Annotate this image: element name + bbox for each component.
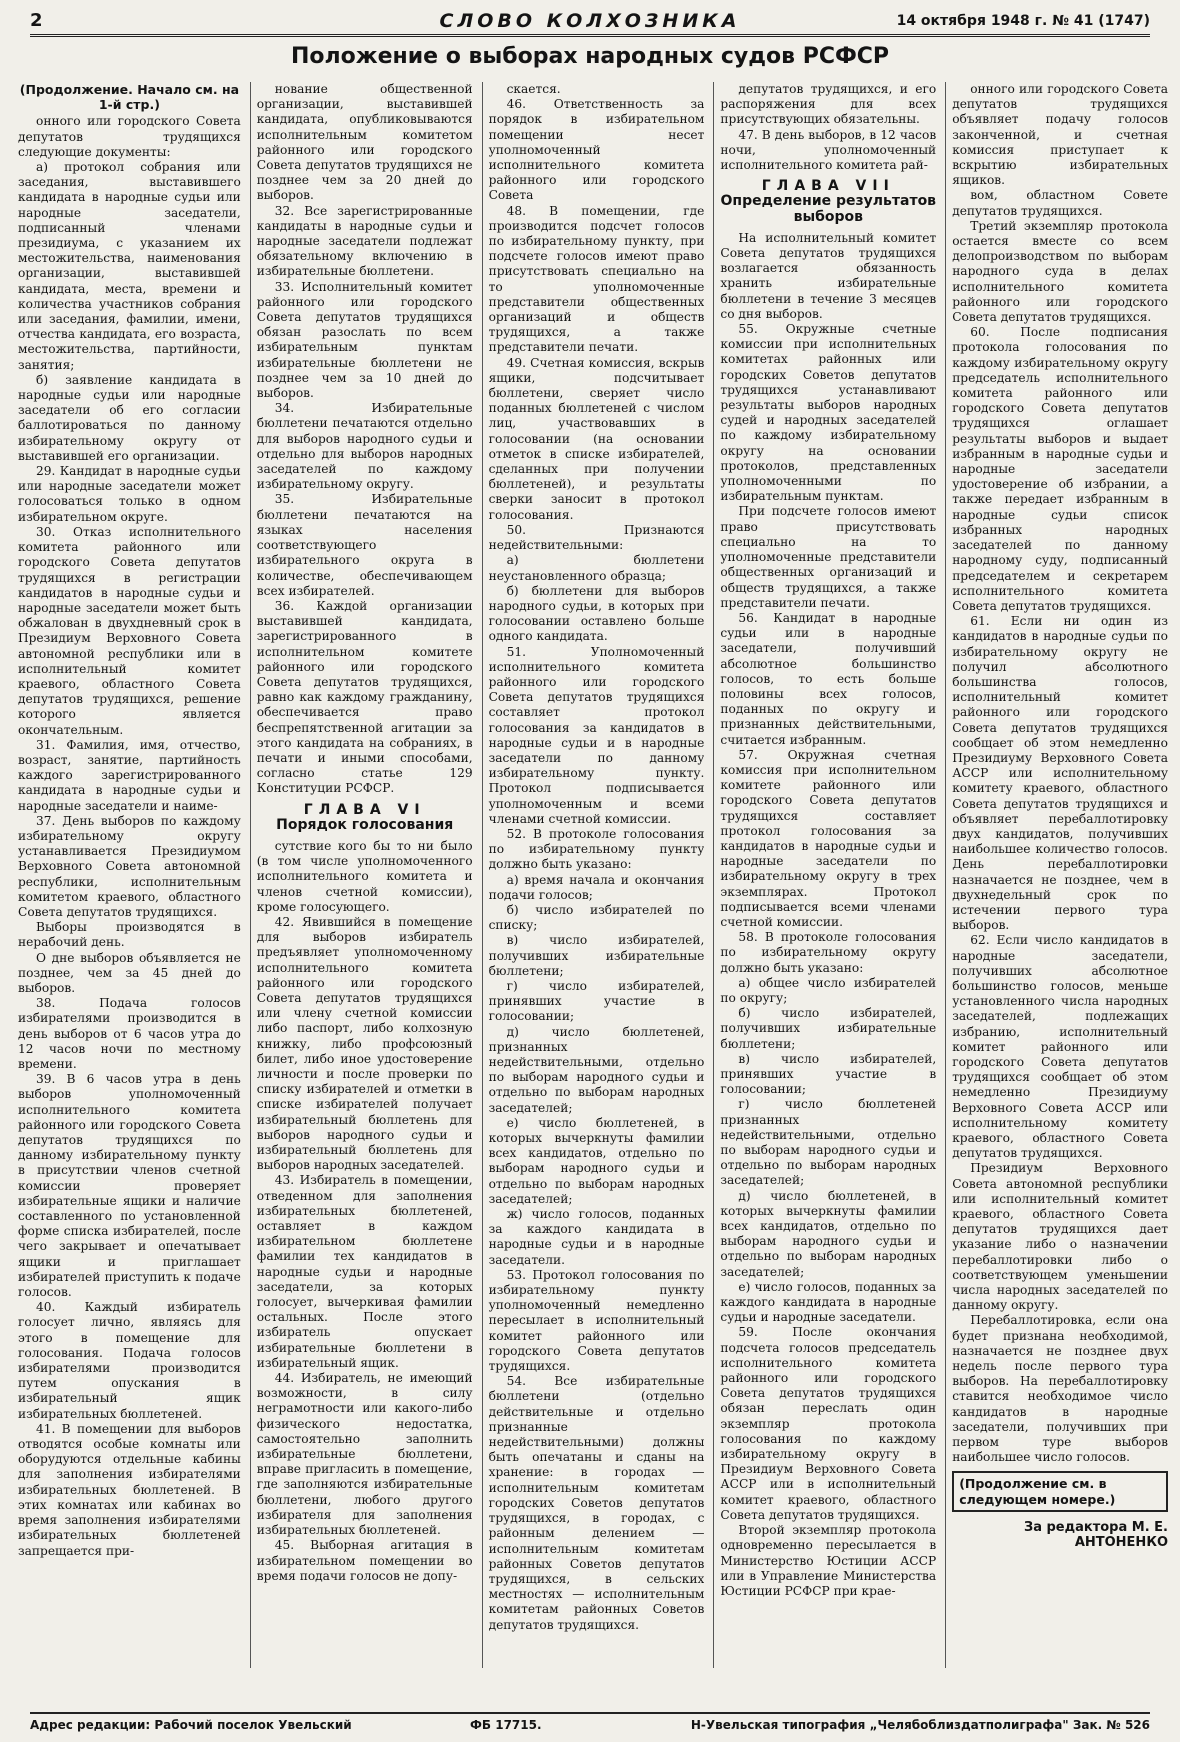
- page-number: 2: [30, 10, 43, 31]
- paragraph: На исполнительный комитет Совета депутатов трудящихся возлагается обязанность хранить избирательные бюллетени в течение 3 месяцев со дня выборов.: [720, 230, 937, 321]
- paragraph: а) бюллетени неустановленного образца;: [488, 553, 705, 583]
- paragraph: д) число бюллетеней, признанных недействительными, отдельно по выборам народного судьи и отдельно по выборам народных заседателей;: [488, 1024, 705, 1115]
- paragraph: 45. Выборная агитация в избирательном помещении во время подачи голосов не допу-: [256, 1538, 473, 1583]
- paragraph: ж) число голосов, поданных за каждого кандидата в народные судьи и в народные заседатели.: [488, 1207, 705, 1267]
- paragraph: е) число бюллетеней, в которых вычеркнуты фамилии всех кандидатов, отдельно по выборам народного судьи и отдельно по выборам народных заседателей;: [488, 1115, 705, 1206]
- paragraph: а) общее число избирателей по округу;: [720, 975, 937, 1005]
- paragraph: 56. Кандидат в народные судьи или в народные заседатели, получивший абсолютное большинство голосов, то есть больше половины всех голосов, поданных по округу и признанных действительными, считается избранным.: [720, 610, 937, 747]
- paragraph: 49. Счетная комиссия, вскрыв ящики, подсчитывает бюллетени, сверяет число поданных бюллетеней с числом лиц, участвовавших в голосовании (на основании отметок в списке избирателей, сделанных при получении бюллетеней), и результаты сверки заносит в протокол голосования.: [488, 355, 705, 522]
- paragraph: 36. Каждой организации выставившей кандидата, зарегистрированного в исполнительном комитете районного или городского Совета депутатов трудящихся, равно как каждому гражданину, обеспечивается право беспрепятственной агитации за этого кандидата на собраниях, в печати и иными способами, согласно статье 129 Конституции РСФСР.: [256, 598, 473, 796]
- editor-signature: За редактора М. Е. АНТОНЕНКО: [1023, 1519, 1168, 1551]
- paragraph: 30. Отказ исполнительного комитета районного или городского Совета депутатов трудящихся в регистрации кандидатов в народные судьи и народные заседатели может быть обжалован в двухдневный срок в Президиум Верховного Совета автономной республики или в исполнительный комитет краевого, областного Совета депутатов трудящихся, решение которого является окончательным.: [18, 524, 241, 737]
- chapter-number: ГЛАВА VII: [761, 178, 895, 195]
- column-5: [945, 82, 1168, 1668]
- paragraph: в) число избирателей, получивших избирательные бюллетени;: [488, 933, 705, 978]
- paragraph: а) протокол собрания или заседания, выставившего кандидата в народные судьи или народные заседатели, подписанный членами президиума, с указанием их местожительства, наименования организации, выставившей кандидата, места, времени и количества участников собрания или заседания, фамилии, имени, отчества кандидата, его возраста, местожительства, партийности, занятия;: [18, 160, 241, 372]
- paragraph: вом, областном Совете депутатов трудящихся.: [952, 188, 1168, 218]
- paragraph: 54. Все избирательные бюллетени (отдельно действительные и отдельно признанные недействительными) должны быть опечатаны и сданы на хранение: в городах — исполнительным комитетам городских Советов депутатов трудящихся, в городах, с районным делением — исполнительным комитетам районных Советов депутатов трудящихся, в сельских местностях — исполнительным комитетам районных Советов депутатов трудящихся.: [488, 1374, 705, 1632]
- paragraph: 48. В помещении, где производится подсчет голосов по избирательному пункту, при подсчете голосов имеют право присутствовать специально на то уполномоченные представители общественных организаций и обществ трудящихся, а также представители печати.: [488, 203, 705, 355]
- paragraph: б) число избирателей по списку;: [488, 902, 705, 933]
- column-4: [713, 82, 936, 1668]
- newspaper-name: СЛОВО КОЛХОЗНИКА: [439, 10, 741, 32]
- chapter-title: Порядок голосования: [276, 816, 454, 833]
- paragraph: 33. Исполнительный комитет районного или городского Совета депутатов трудящихся обязан разослать по всем избирательным пунктам избирательные бюллетени не позднее чем за 10 дней до выборов.: [256, 279, 473, 401]
- column-1: [18, 82, 241, 1668]
- paragraph: онного или городского Совета депутатов трудящихся следующие документы:: [18, 114, 241, 159]
- paragraph: 44. Избиратель, не имеющий возможности, в силу неграмотности или какого-либо физического недостатка, самостоятельно заполнить избирательные бюллетени, вправе пригласить в помещение, где заполняются избирательные бюллетени, любого другого избирателя для заполнения избирательных бюллетеней.: [256, 1371, 473, 1538]
- paragraph: депутатов трудящихся, и его распоряжения для всех присутствующих обязательны.: [720, 82, 937, 127]
- paragraph: 58. В протоколе голосования по избирательному округу должно быть указано:: [720, 930, 937, 975]
- paragraph: Выборы производятся в нерабочий день.: [18, 920, 241, 950]
- paragraph: а) время начала и окончания подачи голосов;: [488, 872, 705, 902]
- paragraph: е) число голосов, поданных за каждого кандидата в народные судьи и народные заседатели.: [720, 1279, 937, 1325]
- paragraph: 57. Окружная счетная комиссия при исполнительном комитете районного или городского Совета депутатов трудящихся составляет протокол голосования за кандидатов в народные судьи и народные заседатели по избирательному округу в трех экземплярах. Протокол подписывается всеми членами счетной комиссии.: [720, 747, 937, 929]
- printer-imprint: Н-Увельская типография „Челябоблиздатполиграфа" Зак. № 526: [690, 1718, 1150, 1732]
- paragraph: г) число бюллетеней признанных недействительными, отдельно по выборам народного судьи и отдельно по выборам народных заседателей;: [720, 1097, 937, 1188]
- paragraph: 55. Окружные счетные комиссии при исполнительных комитетах районных или городских Советов депутатов трудящихся устанавливают результаты выборов народных судей и народных заседателей по каждому избирательному округу на основании протоколов, представленных уполномоченными по избирательным пунктам.: [720, 322, 937, 504]
- paragraph: 40. Каждый избиратель голосует лично, являясь для этого в помещение для голосования. Подача голосов избирателями производится путем опускания в избирательный ящик избирательных бюллетеней.: [18, 1300, 241, 1421]
- paragraph: 37. День выборов по каждому избирательному округу устанавливается Президиумом Верховного Совета автономной республики, исполнительным комитетом краевого, областного Совета депутатов трудящихся.: [18, 813, 241, 919]
- chapter-number: ГЛАВА VI: [303, 801, 426, 818]
- paragraph: 50. Признаются недействительными:: [488, 522, 705, 553]
- paragraph: б) число избирателей, получивших избирательные бюллетени;: [720, 1006, 937, 1051]
- masthead: [30, 8, 1150, 37]
- article-headline: Положение о выборах народных судов РСФСР: [290, 44, 890, 69]
- paragraph: 61. Если ни один из кандидатов в народные судьи по избирательному округу не получил абсолютного большинства голосов, исполнительный комитет районного или городского Совета депутатов трудящихся сообщает об этом немедленно Президиуму Верховного Совета АССР или исполнительному комитету краевого, областного Совета депутатов трудящихся и объявляет перебаллотировку двух кандидатов, получивших наибольшее количество голосов. День перебаллотировки назначается не позднее, чем в двухнедельный срок по истечении первого тура выборов.: [952, 614, 1168, 933]
- paragraph: Третий экземпляр протокола остается вместе со всем делопроизводством по выборам народного суда в делах исполнительного комитета районного или городского Совета депутатов трудящихся.: [952, 218, 1168, 325]
- paragraph: онного или городского Совета депутатов трудящихся объявляет подачу голосов законченной, и счетная комиссия приступает к вскрытию избирательных ящиков.: [952, 82, 1168, 188]
- footer: [30, 1712, 1150, 1736]
- paragraph: б) заявление кандидата в народные судьи или народные заседатели об его согласии баллотироваться по данному избирательному округу от выставившей его организации.: [18, 372, 241, 463]
- paragraph: д) число бюллетеней, в которых вычеркнуты фамилии всех кандидатов, отдельно по выборам народного судьи и отдельно по выборам народных заседателей;: [720, 1188, 937, 1279]
- paragraph: 38. Подача голосов избирателями производится в день выборов от 6 часов утра до 12 часов ночи по местному времени.: [18, 996, 241, 1071]
- continued-note: (Продолжение см. в следующем номере.): [952, 1471, 1168, 1511]
- paragraph: 52. В протоколе голосования по избирательному пункту должно быть указано:: [488, 826, 705, 872]
- paragraph: нование общественной организации, выставившей кандидата, опубликовываются исполнительным комитетом районного или городского Совета депутатов трудящихся не позднее чем за 20 дней до выборов.: [256, 82, 473, 203]
- paragraph: 51. Уполномоченный исполнительного комитета районного или городского Совета депутатов трудящихся составляет протокол голосования за кандидатов в народные судьи и в народные заседатели по данному избирательному пункту. Протокол подписывается уполномоченным и всеми членами счетной комиссии.: [488, 644, 705, 826]
- paragraph: 59. После окончания подсчета голосов председатель исполнительного комитета районного или городского Совета депутатов трудящихся обязан переслать один экземпляр протокола голосования по каждому избирательному округу в Президиум Верховного Совета АССР или в исполнительный комитет краевого, областного Совета депутатов трудящихся.: [720, 1325, 937, 1522]
- article-body: [18, 82, 1168, 1668]
- paragraph: 41. В помещении для выборов отводятся особые комнаты или оборудуются отдельные кабины для заполнения избирателями избирательных бюллетеней. В этих комнатах или кабинах во время заполнения избирателями избирательных бюллетеней запрещается при-: [18, 1421, 241, 1558]
- paragraph: 60. После подписания протокола голосования по каждому избирательному округу председатель исполнительного комитета районного или городского Совета депутатов трудящихся оглашает результаты выборов и выдает избранным в народные судьи и народные заседатели удостоверение об избрании, а также передает избранным в народные судьи список избранных народных заседателей по данному народному суду, подписанный председателем и секретарем исполнительного комитета Совета депутатов трудящихся.: [952, 325, 1168, 613]
- paragraph: 34. Избирательные бюллетени печатаются отдельно для выборов народного судьи и отдельно для выборов народных заседателей по каждому избирательному округу.: [256, 401, 473, 492]
- paragraph: скается.: [506, 82, 561, 96]
- paragraph: При подсчете голосов имеют право присутствовать специально на то уполномоченные представители общественных организаций и обществ трудящихся, а также представители печати.: [720, 504, 937, 610]
- paragraph: 53. Протокол голосования по избирательному пункту уполномоченный немедленно пересылает в исполнительный комитет районного или городского Совета депутатов трудящихся.: [488, 1267, 705, 1374]
- paragraph: 39. В 6 часов утра в день выборов уполномоченный исполнительного комитета районного или городского Совета депутатов трудящихся по данному избирательному пункту в присутствии членов счетной комиссии проверяет избирательные ящики и наличие составленного по установленной форме списка избирателей, после чего закрывает и опечатывает ящики и приглашает избирателей приступить к подаче голосов.: [18, 1072, 241, 1300]
- censor-code: ФБ 17715.: [470, 1718, 542, 1732]
- paragraph: 43. Избиратель в помещении, отведенном для заполнения избирательных бюллетеней, оставляет в каждом избирательном бюллетене фамилии тех кандидатов в народные судьи и народные заседатели, за которых голосует, вычеркивая фамилии остальных. После этого избиратель опускает избирательные бюллетени в избирательный ящик.: [256, 1173, 473, 1370]
- paragraph: г) число избирателей, принявших участие в голосовании;: [488, 978, 705, 1024]
- issue-date: 14 октября 1948 г. № 41 (1747): [896, 13, 1150, 29]
- paragraph: 31. Фамилия, имя, отчество, возраст, занятие, партийность каждого зарегистрированного кандидата в народные судьи и народные заседатели и наиме-: [18, 737, 241, 813]
- paragraph: 62. Если число кандидатов в народные заседатели, получивших абсолютное большинство голосов, меньше установленного числа народных заседателей, подлежащих избранию, исполнительный комитет районного или городского Совета депутатов трудящихся сообщает об этом немедленно Президиуму Верховного Совета АССР или исполнительному комитету краевого, областного Совета депутатов трудящихся.: [952, 933, 1168, 1161]
- paragraph: 32. Все зарегистрированные кандидаты в народные судьи и народные заседатели подлежат обязательному включению в избирательные бюллетени.: [256, 203, 473, 279]
- paragraph: Президиум Верховного Совета автономной республики или исполнительный комитет краевого, областного Совета депутатов трудящихся дает указание либо о назначении перебаллотировки либо о соответствующем уменьшении числа народных заседателей по данному округу.: [952, 1161, 1168, 1313]
- paragraph: б) бюллетени для выборов народного судьи, в которых при голосовании оставлено больше одного кандидата.: [488, 583, 705, 644]
- paragraph: в) число избирателей, принявших участие в голосовании;: [720, 1051, 937, 1097]
- paragraph: Перебаллотировка, если она будет признана необходимой, назначается не позднее двух недель после первого тура выборов. На перебаллотировку ставится необходимое число кандидатов в народные заседатели, получивших при первом туре выборов наибольшее число голосов.: [952, 1313, 1168, 1465]
- continuation-note: (Продолжение. Начало см. на 1-й стр.): [19, 82, 240, 113]
- paragraph: 46. Ответственность за порядок в избирательном помещении несет уполномоченный исполнительного комитета районного или городского Совета: [488, 97, 705, 203]
- paragraph: сутствие кого бы то ни было (в том числе уполномоченного исполнительного комитета и членов счетной комиссии), кроме голосующего.: [256, 838, 473, 914]
- editorial-address: Адрес редакции: Рабочий поселок Увельский: [30, 1718, 352, 1732]
- paragraph: 47. В день выборов, в 12 часов ночи, уполномоченный исполнительного комитета рай-: [720, 127, 937, 173]
- paragraph: Второй экземпляр протокола одновременно пересылается в Министерство Юстиции АССР или в Управление Министерства Юстиции РСФСР при крае-: [720, 1523, 937, 1598]
- paragraph: 29. Кандидат в народные судьи или народные заседатели может голосоваться только в одном избирательном округе.: [18, 464, 241, 524]
- paragraph: 42. Явившийся в помещение для выборов избиратель предъявляет уполномоченному исполнительного комитета районного или городского Совета депутатов трудящихся или члену счетной комиссии либо паспорт, либо колхозную книжку, либо профсоюзный билет, либо иное удостоверение личности и после проверки по списку избирателей и отметки в списке избирателей получает избирательный бюллетень для выборов народного судьи и избирательный бюллетень для выборов народных заседателей.: [256, 914, 473, 1173]
- column-2: [250, 82, 473, 1668]
- column-3: [482, 82, 705, 1668]
- paragraph: О дне выборов объявляется не позднее, чем за 45 дней до выборов.: [18, 950, 241, 995]
- paragraph: 35. Избирательные бюллетени печатаются на языках населения соответствующего избирательного округа в количестве, обеспечивающем всех избирателей.: [256, 492, 473, 598]
- chapter-title: Определение результатов выборов: [720, 193, 937, 225]
